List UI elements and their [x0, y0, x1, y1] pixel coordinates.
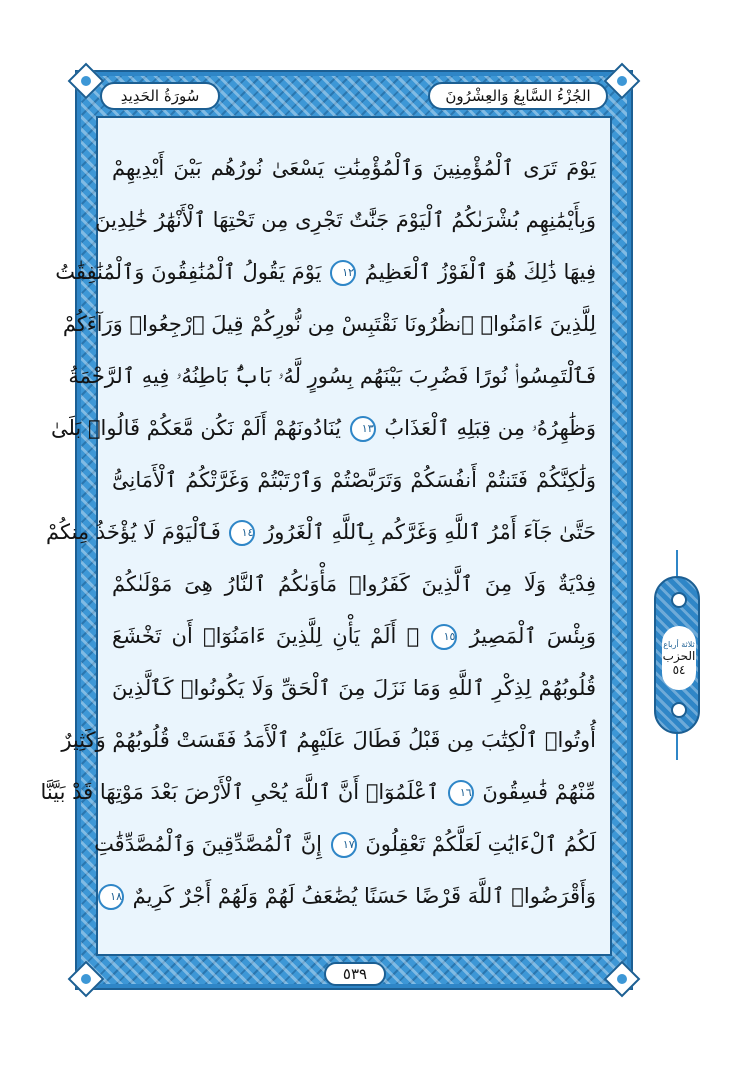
verse-text: وَظَٰهِرُهُۥ مِن قِبَلِهِ ٱلْعَذَابُ	[384, 416, 596, 440]
verse-line	[45, 506, 596, 558]
hizb-fraction: ثلاثة أرباع	[663, 639, 695, 649]
page-header	[94, 82, 614, 112]
verse-text: لِلَّذِينَ ءَامَنُوا۟ ٱنظُرُونَا نَقْتَبِسْ مِن نُّورِكُمْ قِيلَ ٱرْجِعُوا۟ وَرَآءَكُمْ	[62, 312, 596, 336]
verse-line	[55, 246, 596, 298]
verse-line	[62, 298, 596, 350]
ayah-number-marker: ١٥	[431, 624, 457, 650]
knot-ornament-icon	[671, 702, 687, 718]
verse-text: يُنَادُونَهُمْ أَلَمْ نَكُن مَّعَكُمْ قَالُوا۟ بَلَىٰ	[50, 416, 341, 440]
verse-text: فِيهَا ذَٰلِكَ هُوَ ٱلْفَوْزُ ٱلْعَظِيمُ	[364, 260, 596, 284]
verse-line	[112, 870, 596, 922]
verse-line	[68, 350, 596, 402]
verse-text: ٱعْلَمُوٓا۟ أَنَّ ٱللَّهَ يُحْىِ ٱلْأَرْضَ بَعْدَ مَوْتِهَا قَدْ بَيَّنَّا	[40, 780, 440, 804]
ayah-number-marker: ١٨	[98, 884, 124, 910]
verse-text: فَٱلْيَوْمَ لَا يُؤْخَذُ مِنكُمْ	[45, 520, 221, 544]
verse-line	[50, 402, 596, 454]
verse-text: لَكُمُ ٱلْءَايَٰتِ لَعَلَّكُمْ تَعْقِلُونَ	[365, 832, 596, 856]
verse-line	[40, 766, 596, 818]
ayah-number-marker: ١٢	[330, 260, 356, 286]
verse-lines	[40, 142, 596, 922]
verse-line	[95, 194, 596, 246]
page-number: ٥٣٩	[324, 962, 386, 986]
verse-line	[94, 818, 596, 870]
hizb-label-box	[662, 626, 696, 690]
hizb-marker	[652, 570, 702, 740]
verse-line	[112, 558, 596, 610]
ayah-number-marker: ١٣	[350, 416, 376, 442]
verse-line	[112, 454, 596, 506]
verse-text: إِنَّ ٱلْمُصَّدِّقِينَ وَٱلْمُصَّدِّقَٰتِ	[94, 832, 322, 856]
hizb-label: الحزب	[662, 648, 696, 663]
verse-line	[112, 610, 596, 662]
ayah-number-marker: ١٦	[448, 780, 474, 806]
verse-text: وَبِأَيْمَٰنِهِم بُشْرَىٰكُمُ ٱلْيَوْمَ جَنَّٰتٌ تَجْرِى مِن تَحْتِهَا ٱلْأَنْهَٰرُ خَٰلِدِينَ	[95, 208, 596, 232]
hizb-number: ٥٤	[672, 662, 686, 677]
verse-text: فِدْيَةٌ وَلَا مِنَ ٱلَّذِينَ كَفَرُوا۟ مَأْوَىٰكُمُ ٱلنَّارُ هِىَ مَوْلَىٰكُمْ	[112, 572, 596, 596]
surah-name: سُورَةُ الحَدِيدِ	[100, 82, 220, 110]
hizb-stem	[676, 734, 678, 760]
verse-line	[112, 662, 596, 714]
verse-text: يَوْمَ يَقُولُ ٱلْمُنَٰفِقُونَ وَٱلْمُنَٰفِقَٰتُ	[55, 260, 322, 284]
verse-line	[61, 714, 596, 766]
verse-text: قُلُوبُهُمْ لِذِكْرِ ٱللَّهِ وَمَا نَزَلَ مِنَ ٱلْحَقِّ وَلَا يَكُونُوا۟ كَٱلَّذِينَ	[112, 676, 596, 700]
text-panel	[40, 116, 612, 956]
verse-text: مِّنْهُمْ فَٰسِقُونَ	[482, 780, 596, 804]
ayah-number-marker: ١٧	[331, 832, 357, 858]
hizb-stem	[676, 550, 678, 576]
verse-text: حَتَّىٰ جَآءَ أَمْرُ ٱللَّهِ وَغَرَّكُم بِٱللَّهِ ٱلْغَرُورُ	[264, 520, 596, 544]
verse-text: أُوتُوا۟ ٱلْكِتَٰبَ مِن قَبْلُ فَطَالَ عَلَيْهِمُ ٱلْأَمَدُ فَقَسَتْ قُلُوبُهُمْ وَكَثِيرٌ	[61, 728, 596, 752]
verse-text: وَبِئْسَ ٱلْمَصِيرُ	[469, 624, 596, 648]
ayah-number-marker: ١٤	[229, 520, 255, 546]
verse-line	[112, 142, 596, 194]
verse-text: وَأَقْرَضُوا۟ ٱللَّهَ قَرْضًا حَسَنًا يُضَٰعَفُ لَهُمْ وَلَهُمْ أَجْرٌ كَرِيمٌ	[132, 884, 596, 908]
knot-ornament-icon	[671, 592, 687, 608]
verse-text: يَوْمَ تَرَى ٱلْمُؤْمِنِينَ وَٱلْمُؤْمِنَٰتِ يَسْعَىٰ نُورُهُم بَيْنَ أَيْدِيهِمْ	[112, 156, 596, 180]
juz-name: الجُزْءُ السَّابِعُ وَالعِشْرُونَ	[428, 82, 608, 110]
hizb-medallion	[654, 576, 700, 734]
verse-text: وَلَٰكِنَّكُمْ فَتَنتُمْ أَنفُسَكُمْ وَتَرَبَّصْتُمْ وَٱرْتَبْتُمْ وَغَرَّتْكُمُ ٱلْأَمَانِىُّ	[112, 468, 596, 492]
verse-text: فَٱلْتَمِسُوا۟ نُورًا فَضُرِبَ بَيْنَهُم بِسُورٍ لَّهُۥ بَابٌۢ بَاطِنُهُۥ فِيهِ ٱلرَّحْمَةُ	[68, 364, 596, 388]
verse-text: ۞ أَلَمْ يَأْنِ لِلَّذِينَ ءَامَنُوٓا۟ أَن تَخْشَعَ	[112, 624, 420, 648]
